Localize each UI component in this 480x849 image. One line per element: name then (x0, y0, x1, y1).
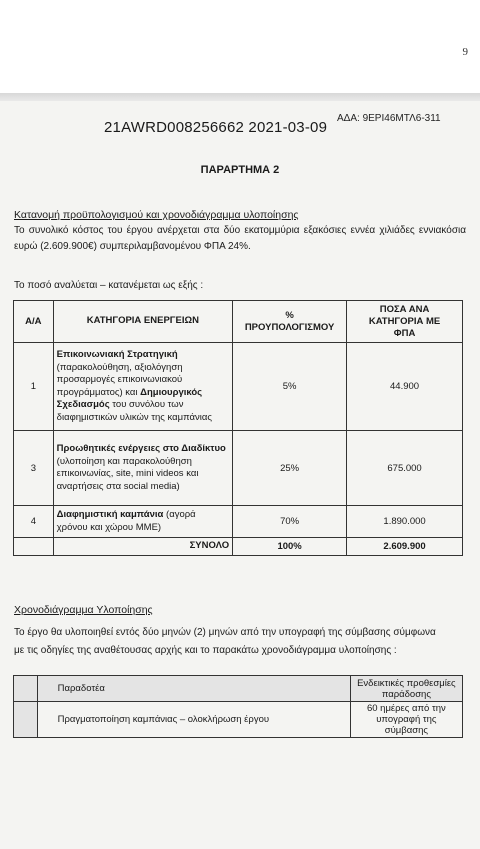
header-deadline-line2: παράδοσης (381, 688, 431, 700)
row-amount: 44.900 (347, 343, 463, 431)
schedule-paragraph-line2: με τις οδηγίες της αναθέτουσας αρχής και το παρακάτω χρονοδιάγραμμα υλοποίησης : (14, 645, 397, 656)
header-aa: Α/Α (14, 301, 54, 343)
row-amount: 1.890.000 (347, 506, 463, 538)
category-text-2: του συνόλου των διαφημιστικών υλικών της καμπάνιας (56, 399, 212, 423)
category-text: (παρακολούθηση, αξιολόγηση προσαρμογές επικοινωνιακού προγράμματος) και (56, 361, 183, 398)
row-amount: 675.000 (347, 431, 463, 506)
row-percentage: 5% (233, 343, 347, 431)
header-pct-label: ΠΡΟΥΠΟΛΟΓΙΣΜΟΥ (244, 321, 335, 333)
row-deadline-line2: υπογραφή της (376, 714, 437, 725)
header-amount (347, 301, 463, 343)
row-category (53, 343, 232, 431)
table-row (14, 431, 463, 506)
schedule-paragraph-line1: Το έργο θα υλοποιηθεί εντός δύο μηνών (2) μηνών από την υπογραφή της σύμβασης σύμφωνα (14, 627, 436, 638)
header-amount-line1: ΠΟΣΑ ΑΝΑ (379, 303, 430, 315)
budget-section-title: Κατανομή προϋπολογισμού και χρονοδιάγραμμα υλοποίησης (14, 209, 299, 221)
total-percentage: 100% (233, 538, 347, 556)
annex-title: ΠΑΡΑΡΤΗΜΑ 2 (200, 164, 280, 176)
page-number: 9 (462, 46, 468, 58)
category-bold: Προωθητικές ενέργειες στο Διαδίκτυο (56, 443, 226, 454)
category-bold: Διαφημιστική καμπάνια (56, 509, 164, 520)
header-amount-line2: ΚΑΤΗΓΟΡΙΑ ΜΕ (368, 315, 441, 327)
header-category: ΚΑΤΗΓΟΡΙΑ ΕΝΕΡΓΕΙΩΝ (53, 301, 232, 343)
table-row (14, 343, 463, 431)
header-percentage (233, 301, 347, 343)
document-id: 21AWRD008256662 2021-03-09 (104, 119, 328, 136)
header-deadline (350, 676, 462, 702)
total-label: ΣΥΝΟΛΟ (53, 538, 232, 556)
ada-code: ΑΔΑ: 9ΕΡΙ46ΜΤΛ6-311 (337, 113, 441, 124)
row-deadline (350, 702, 462, 738)
row-aa: 3 (14, 431, 54, 506)
budget-table (13, 300, 463, 556)
row-category (53, 431, 232, 506)
schedule-table (13, 675, 463, 738)
row-deadline-line3: σύμβασης (384, 725, 428, 736)
total-amount: 2.609.900 (347, 538, 463, 556)
category-bold-2: Δημιουργικός Σχεδιασμός (56, 386, 203, 410)
header-pct-symbol: % (285, 309, 294, 321)
row-aa: 1 (14, 343, 54, 431)
previous-page-strip (0, 0, 480, 93)
header-deliverable: Παραδοτέα (37, 676, 350, 702)
schedule-table-header (14, 676, 463, 702)
page-separator (0, 93, 480, 101)
category-text: (αγορά χρόνου και χώρου ΜΜΕ) (56, 509, 196, 533)
row-deliverable: Πραγματοποίηση καμπάνιας – ολοκλήρωση έργου (37, 702, 350, 738)
table-row (14, 702, 463, 738)
total-row (14, 538, 463, 556)
row-percentage: 70% (233, 506, 347, 538)
schedule-section-title: Χρονοδιάγραμμα Υλοποίησης (14, 604, 153, 616)
row-aa: 4 (14, 506, 54, 538)
table-row (14, 506, 463, 538)
category-bold: Επικοινωνιακή Στρατηγική (56, 349, 178, 360)
budget-paragraph: Το συνολικό κόστος του έργου ανέρχεται στα δύο εκατομμύρια εξακόσιες εννέα χιλιάδες εννιακόσια ευρώ (2.609.900€) συμπεριλαμβανομένου ΦΠΑ 24%. (14, 225, 466, 252)
row-deadline-line1: 60 ημέρες από την (366, 703, 446, 714)
budget-intro: Το ποσό αναλύεται – κατανέμεται ως εξής : (14, 280, 204, 291)
header-amount-line3: ΦΠΑ (393, 327, 416, 339)
header-deadline-line1: Ενδεικτικές προθεσμίες (357, 677, 456, 689)
budget-table-header (14, 301, 463, 343)
category-text: (υλοποίηση και παρακολούθηση επικοινωνίας, site, mini videos και αναρτήσεις στα social media) (56, 455, 199, 492)
row-percentage: 25% (233, 431, 347, 506)
row-category (53, 506, 232, 538)
